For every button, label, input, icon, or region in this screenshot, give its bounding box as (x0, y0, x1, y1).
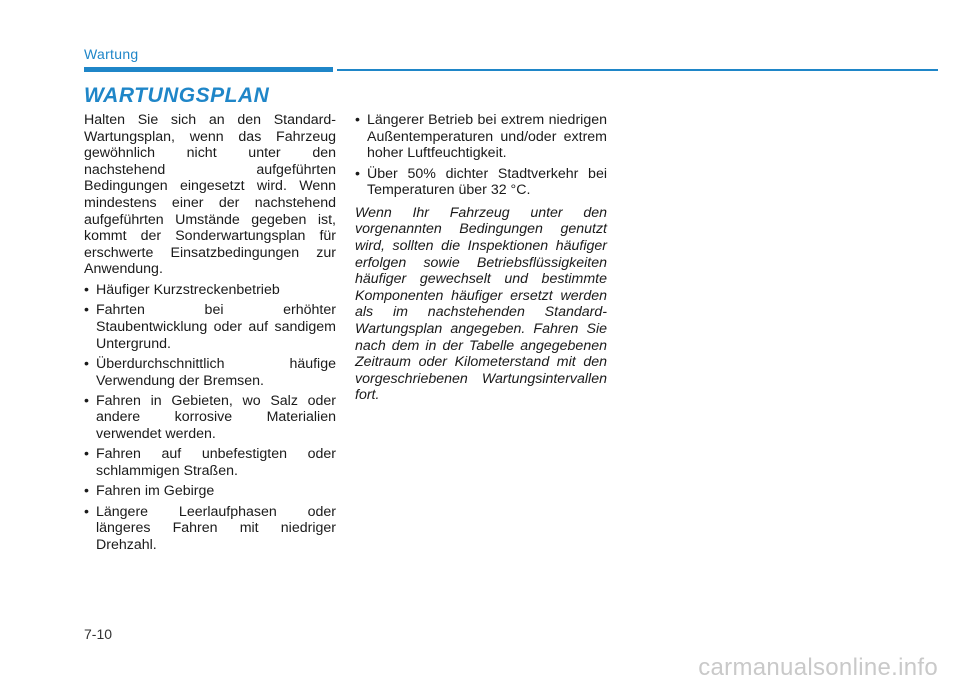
list-item: • Über 50% dichter Stadtverkehr bei Temperaturen über 32 °C. (355, 166, 607, 199)
page-number: 7-10 (84, 626, 113, 642)
intro-paragraph: Halten Sie sich an den Standard-Wartungsplan, wenn das Fahrzeug gewöhnlich nicht unter den nachstehend aufgeführten Bedingungen eingesetzt wird. Wenn mindestens einer der nachstehend aufgeführten Umstände gegeben ist, kommt der Sonderwartungsplan für erschwerte Einsatzbedingungen zur Anwendung. (84, 112, 336, 278)
page-title: WARTUNGSPLAN (84, 84, 270, 107)
note-paragraph: Wenn Ihr Fahrzeug unter den vorgenannten Bedingungen genutzt wird, sollten die Inspektionen häufiger erfolgen sowie Betriebsflüssigkeiten häufiger gewechselt und bestimmte Komponenten häufiger ersetzt werden als im nachstehenden Standard-Wartungsplan angegeben. Fahren Sie nach dem in der Tabelle angegebenen Zeitraum oder Kilometerstand mit den vorgeschriebenen Wartungsintervallen fort. (355, 204, 607, 404)
list-item: • Fahren auf unbefestigten oder schlammigen Straßen. (84, 446, 336, 479)
header-rule-thick (84, 67, 333, 72)
right-column (355, 112, 607, 408)
list-item: • Häufiger Kurzstreckenbetrieb (84, 282, 336, 299)
list-item: • Fahrten bei erhöhter Staubentwicklung oder auf sandigem Untergrund. (84, 302, 336, 352)
list-item: • Fahren im Gebirge (84, 483, 336, 500)
list-item: • Längere Leerlaufphasen oder längeres Fahren mit niedriger Drehzahl. (84, 504, 336, 554)
condition-list-right (355, 112, 607, 199)
watermark: carmanualsonline.info (698, 654, 938, 681)
header-rule-thin (337, 69, 938, 71)
section-label: Wartung (84, 46, 139, 62)
condition-list-left (84, 282, 336, 554)
list-item: • Fahren in Gebieten, wo Salz oder andere korrosive Materialien verwendet werden. (84, 393, 336, 443)
left-column (84, 112, 336, 557)
list-item: • Überdurchschnittlich häufige Verwendung der Bremsen. (84, 356, 336, 389)
list-item: • Längerer Betrieb bei extrem niedrigen Außentemperaturen und/oder extrem hoher Luftfeuchtigkeit. (355, 112, 607, 162)
